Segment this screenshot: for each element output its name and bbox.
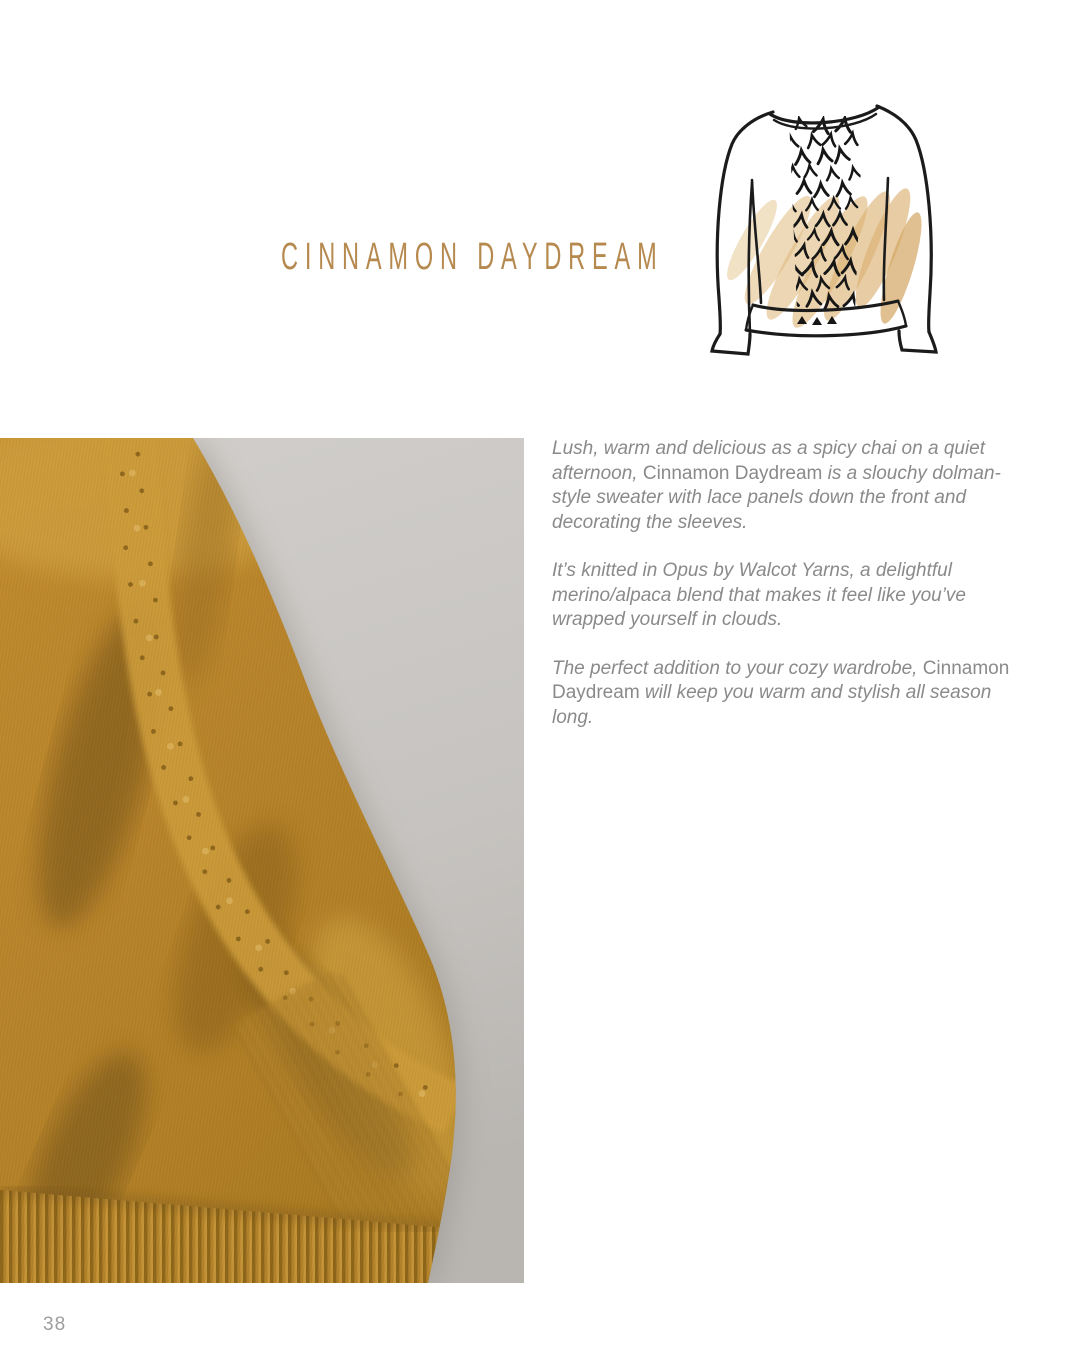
- intro-paragraph-2: [552, 559, 1014, 633]
- paragraph-text: will keep you warm and stylish all season long.: [552, 682, 992, 728]
- pattern-name: Cinnamon Daydream: [642, 462, 823, 484]
- page-title: CINNAMON DAYDREAM: [281, 236, 664, 279]
- pattern-name: Cinnamon Daydream: [552, 657, 1010, 703]
- sweater-photo: [0, 438, 524, 1283]
- paragraph-text: The perfect addition to your cozy wardrobe,: [552, 657, 923, 679]
- paragraph-text: It’s knitted in Opus by Walcot Yarns, a delightful merino/alpaca blend that makes it feel like you’ve wrapped yourself in clouds.: [552, 560, 967, 630]
- paragraph-text: Lush, warm and delicious as a spicy chai on a quiet afternoon,: [552, 438, 986, 484]
- sweater-sketch-illustration: [690, 88, 950, 378]
- sweater-photo-image: [0, 438, 524, 1283]
- intro-paragraph-1: [552, 437, 1014, 535]
- paragraph-text: is a slouchy dolman-style sweater with lace panels down the front and decorating the sleeves.: [552, 462, 1001, 533]
- sweater-sketch-icon: [690, 88, 950, 378]
- intro-paragraph-3: [552, 657, 1014, 731]
- page-number: 38: [43, 1314, 67, 1335]
- intro-text: [552, 437, 1014, 754]
